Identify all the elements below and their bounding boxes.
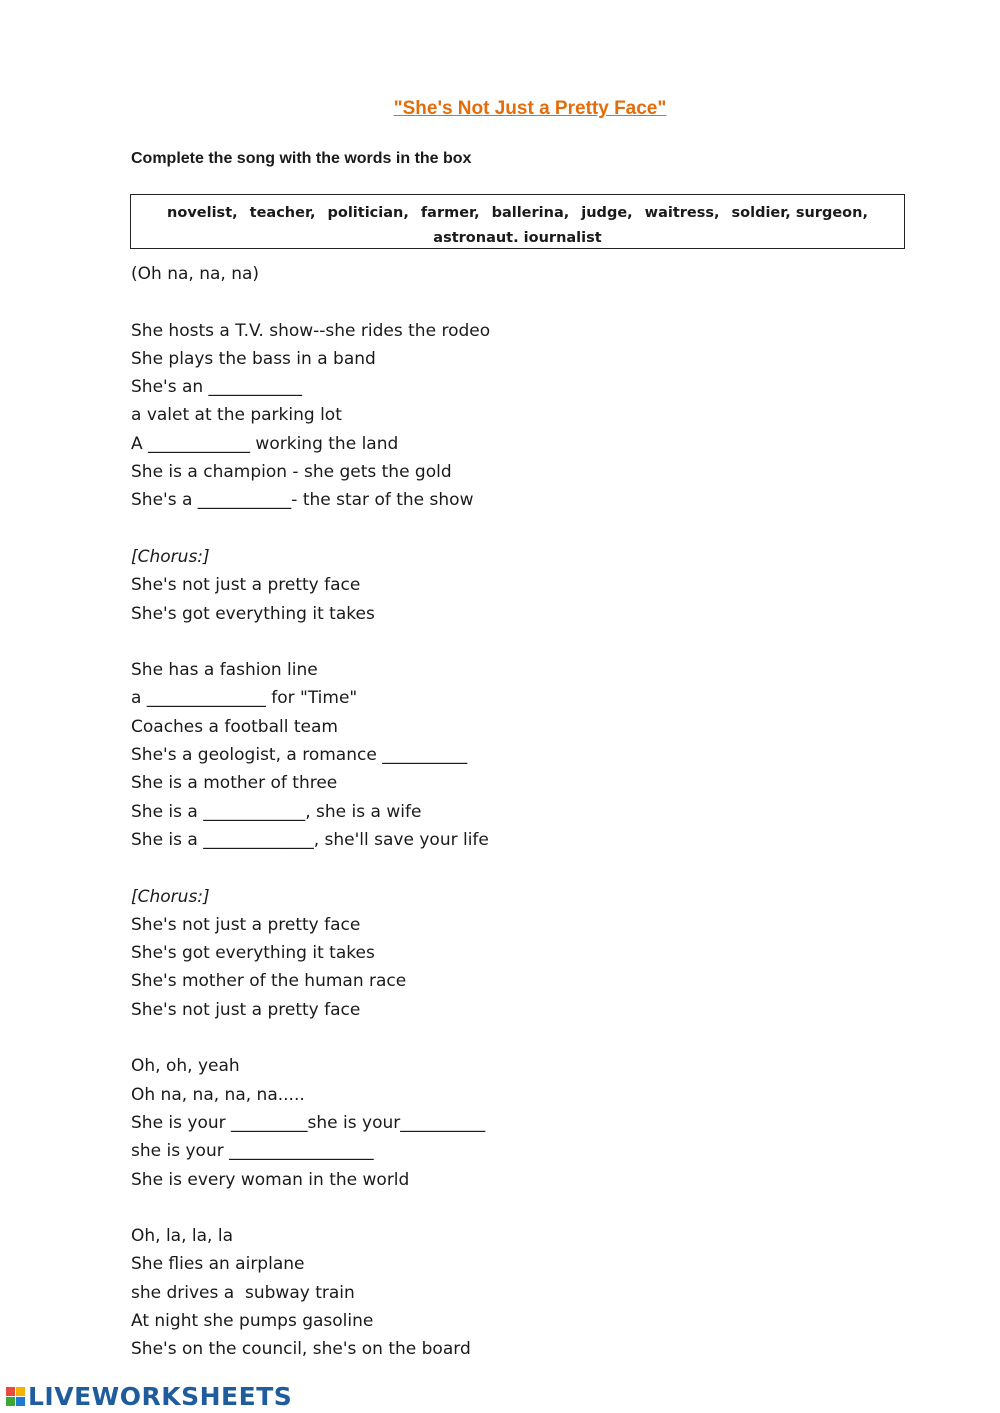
stanza-gap xyxy=(131,854,490,882)
lyric-line: She's got everything it takes xyxy=(131,943,375,964)
lyric-line: At night she pumps gasoline xyxy=(131,1310,374,1331)
instruction-text: Complete the song with the words in the box xyxy=(131,150,472,167)
logo-square xyxy=(16,1387,25,1396)
word-box-word: politician, xyxy=(327,205,409,221)
word-box-line-2: astronaut. iournalist xyxy=(433,230,602,246)
logo-square xyxy=(16,1397,25,1406)
lyric-line: She is a mother of three xyxy=(131,773,338,794)
word-box-word: teacher, xyxy=(249,205,316,221)
word-box-word: judge, xyxy=(581,205,633,221)
word-box-word: farmer, xyxy=(420,205,480,221)
lyric-line: She flies an airplane xyxy=(131,1254,305,1275)
footer-brand xyxy=(6,1381,292,1411)
lyric-line: she drives a subway train xyxy=(131,1282,355,1303)
lyric-line: She's not just a pretty face xyxy=(131,575,361,596)
lyric-line: She is a champion - she gets the gold xyxy=(131,462,452,483)
stanza-gap xyxy=(131,628,490,656)
lyric-line: She is a _____________, she'll save your life xyxy=(131,829,489,850)
chorus-label: [Chorus:] xyxy=(131,546,210,567)
lyric-line: She has a fashion line xyxy=(131,660,318,681)
lyric-line: She's a geologist, a romance __________ xyxy=(131,745,468,766)
lyric-line: She is a ____________, she is a wife xyxy=(131,801,422,822)
song-lyrics xyxy=(131,260,490,1364)
word-box-word: soldier, surgeon, xyxy=(731,205,868,221)
lyric-line: She's mother of the human race xyxy=(131,971,407,992)
word-box-word: waitress, xyxy=(644,205,720,221)
title-text: "She's Not Just a Pretty Face" xyxy=(393,98,667,119)
lyric-line: Oh, oh, yeah xyxy=(131,1056,240,1077)
stanza-gap xyxy=(131,515,490,543)
lyric-line: She's not just a pretty face xyxy=(131,999,361,1020)
lyric-line: She's a ___________- the star of the show xyxy=(131,490,474,511)
stanza-gap xyxy=(131,288,490,316)
chorus-label: [Chorus:] xyxy=(131,886,210,907)
lyric-line: Oh na, na, na, na..... xyxy=(131,1084,305,1105)
logo-square xyxy=(6,1397,15,1406)
logo-square xyxy=(6,1387,15,1396)
lyric-line: a ______________ for "Time" xyxy=(131,688,358,709)
worksheet-title xyxy=(0,98,1000,120)
liveworksheets-logo-icon xyxy=(6,1387,25,1406)
lyric-line: a valet at the parking lot xyxy=(131,405,342,426)
lyric-line: She hosts a T.V. show--she rides the rodeo xyxy=(131,320,491,341)
lyric-line: She's on the council, she's on the board xyxy=(131,1339,471,1360)
lyric-line: She's got everything it takes xyxy=(131,603,375,624)
stanza-gap xyxy=(131,1024,490,1052)
lyric-line: A ____________ working the land xyxy=(131,433,399,454)
lyric-line: Oh, la, la, la xyxy=(131,1226,233,1247)
word-box-line-1 xyxy=(131,201,904,226)
lyric-line: Coaches a football team xyxy=(131,716,338,737)
lyric-line: (Oh na, na, na) xyxy=(131,264,260,284)
lyric-line: She is your _________she is your__________ xyxy=(131,1112,486,1133)
lyric-line: She's an ___________ xyxy=(131,377,303,398)
stanza-gap xyxy=(131,1194,490,1222)
word-box xyxy=(130,194,905,249)
lyric-line: She's not just a pretty face xyxy=(131,914,361,935)
lyric-line: she is your _________________ xyxy=(131,1141,374,1162)
word-box-word: ballerina, xyxy=(491,205,570,221)
brand-name: LIVEWORKSHEETS xyxy=(28,1381,293,1411)
lyric-line: She is every woman in the world xyxy=(131,1169,410,1190)
lyric-line: She plays the bass in a band xyxy=(131,348,376,369)
word-box-word: novelist, xyxy=(167,205,238,221)
